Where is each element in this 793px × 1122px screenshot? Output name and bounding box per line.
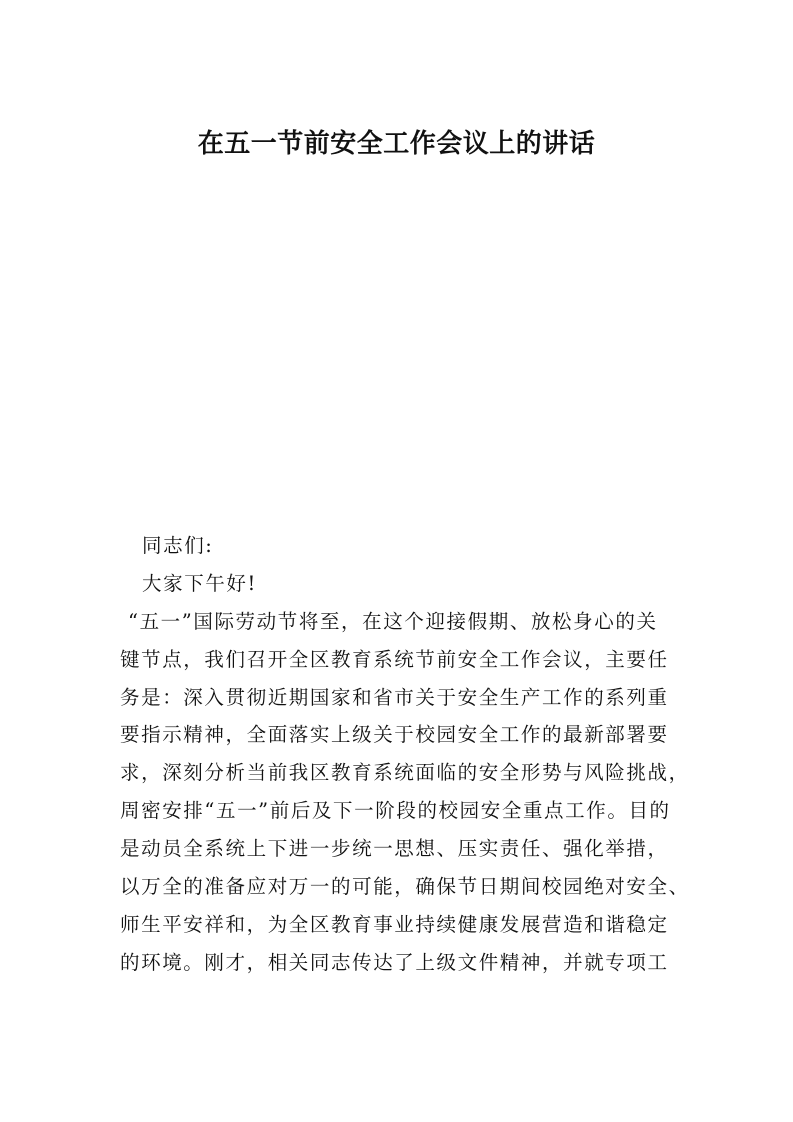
- paragraph-line: 是动员全系统上下进一步统一思想、压实责任、强化举措，: [120, 837, 669, 861]
- paragraph-line: 师生平安祥和，为全区教育事业持续健康发展营造和谐稳定: [120, 912, 669, 936]
- paragraph-line: 务是：深入贯彻近期国家和省市关于安全生产工作的系列重: [120, 685, 669, 709]
- speech-body: [120, 527, 690, 982]
- paragraph-line: 周密安排“五一”前后及下一阶段的校园安全重点工作。目的: [120, 799, 671, 823]
- salutation: 同志们:: [142, 534, 214, 557]
- paragraph-line: 键节点，我们召开全区教育系统节前安全工作会议，主要任: [120, 647, 669, 671]
- page-title: 在五一节前安全工作会议上的讲话: [197, 129, 596, 159]
- paragraph-line: 求，深刻分析当前我区教育系统面临的安全形势与风险挑战，: [120, 761, 690, 785]
- paragraph-line: 的环境。刚才，相关同志传达了上级文件精神，并就专项工: [120, 950, 669, 974]
- greeting: 大家下午好!: [142, 571, 257, 595]
- paragraph-line: 要指示精神，全面落实上级关于校园安全工作的最新部署要: [120, 723, 669, 747]
- paragraph-line: “五一”国际劳动节将至，在这个迎接假期、放松身心的关: [128, 609, 658, 633]
- paragraph-line: 以万全的准备应对万一的可能，确保节日期间校园绝对安全、: [120, 875, 690, 899]
